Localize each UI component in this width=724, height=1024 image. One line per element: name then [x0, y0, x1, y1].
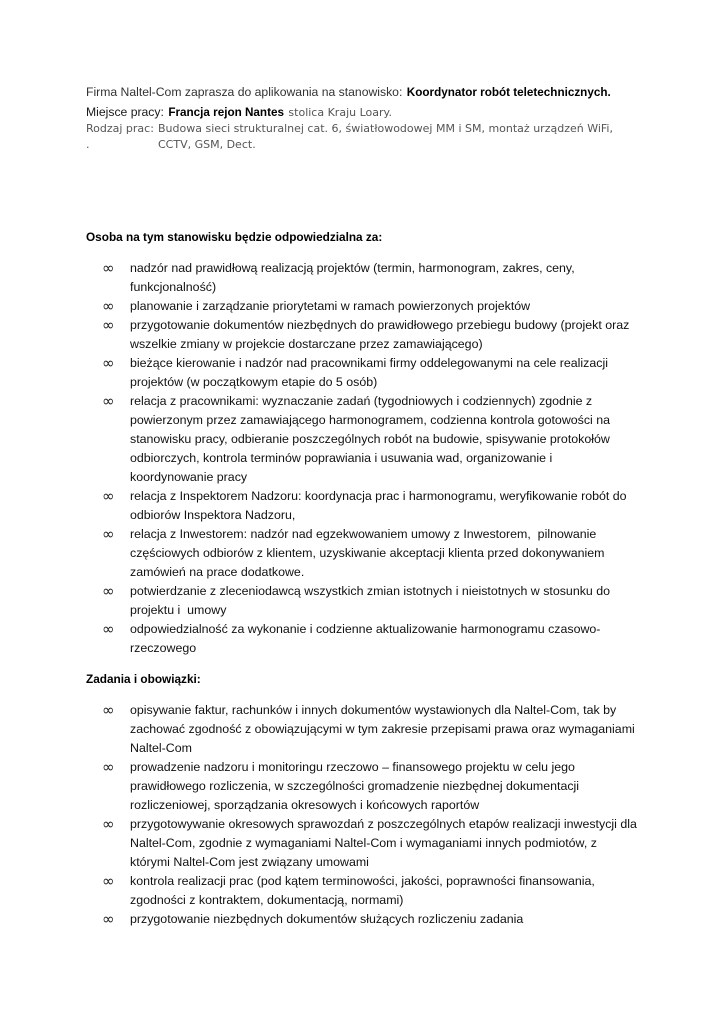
responsibility-item	[102, 582, 682, 620]
item-text-line: zachować zgodność z obowiązującymi w tym zakresie przepisami prawa oraz wymaganiami	[130, 722, 635, 736]
duties-heading: Zadania i obowiązki:	[86, 672, 201, 686]
duty-item	[102, 872, 682, 910]
infinity-bullet-icon: ∞	[102, 620, 115, 638]
item-text-line: odbiorów Inspektora Nadzoru,	[130, 508, 296, 522]
item-text-line: potwierdzanie z zleceniodawcą wszystkich zmian istotnych i nieistotnych w stosunku do	[130, 584, 611, 598]
duty-item	[102, 701, 682, 758]
item-text-line: zamówień na prace dodatkowe.	[130, 565, 305, 579]
item-text-line: projektu i umowy	[130, 603, 227, 617]
item-text-line: przygotowanie dokumentów niezbędnych do prawidłowego przebiegu budowy (projekt oraz	[130, 318, 630, 332]
work-location-note: stolica Kraju Loary.	[288, 106, 392, 119]
item-text-line: przygotowanie niezbędnych dokumentów służących rozliczeniu zadania	[130, 912, 524, 926]
item-text-line: odpowiedzialność za wykonanie i codzienne aktualizowanie harmonogramu czasowo-	[130, 622, 601, 636]
item-text-line: projektów (w początkowym etapie do 5 osób)	[130, 375, 378, 389]
work-location-line	[86, 102, 696, 121]
item-text-line: wszelkie zmiany w projekcie dostarczane przez zamawiającego)	[130, 337, 483, 351]
work-type-marker: .	[86, 138, 90, 151]
infinity-bullet-icon: ∞	[102, 354, 115, 372]
responsibilities-heading: Osoba na tym stanowisku będzie odpowiedzialna za:	[86, 230, 383, 244]
infinity-bullet-icon: ∞	[102, 392, 115, 410]
work-location-value: Francja rejon Nantes	[168, 106, 284, 119]
job-offer-header	[86, 82, 696, 153]
duty-item	[102, 910, 682, 929]
item-text-line: którymi Naltel-Com jest związany umowami	[130, 855, 369, 869]
infinity-bullet-icon: ∞	[102, 815, 115, 833]
duties-list	[102, 701, 682, 929]
item-text-line: rzeczowego	[130, 641, 197, 655]
work-type-line-continued	[86, 137, 696, 153]
item-text-line: bieżące kierowanie i nadzór nad pracownikami firmy oddelegowanymi na cele realizacji	[130, 356, 608, 370]
responsibility-item	[102, 525, 682, 582]
work-type-text: Budowa sieci strukturalnej cat. 6, światłowodowej MM i SM, montaż urządzeń WiFi,	[158, 122, 613, 135]
item-text-line: przygotowywanie okresowych sprawozdań z poszczególnych etapów realizacji inwestycji dla	[130, 817, 637, 831]
duty-item	[102, 815, 682, 872]
item-text-line: relacja z Inwestorem: nadzór nad egzekwowaniem umowy z Inwestorem, pilnowanie	[130, 527, 597, 541]
responsibility-item	[102, 620, 682, 658]
job-title: Koordynator robót teletechnicznych.	[406, 86, 611, 99]
work-location-label: Miejsce pracy:	[86, 105, 164, 119]
duty-item	[102, 758, 682, 815]
infinity-bullet-icon: ∞	[102, 259, 115, 277]
item-text-line: funkcjonalność)	[130, 280, 217, 294]
infinity-bullet-icon: ∞	[102, 316, 115, 334]
responsibility-item	[102, 297, 682, 316]
item-text-line: rozliczeniowej, sporządzania okresowych i końcowych raportów	[130, 798, 480, 812]
item-text-line: opisywanie faktur, rachunków i innych dokumentów wystawionych dla Naltel-Com, tak by	[130, 703, 617, 717]
responsibility-item	[102, 392, 682, 487]
item-text-line: planowanie i zarządzanie priorytetami w ramach powierzonych projektów	[130, 299, 531, 313]
responsibility-item	[102, 354, 682, 392]
infinity-bullet-icon: ∞	[102, 297, 115, 315]
work-type-line	[86, 121, 696, 137]
infinity-bullet-icon: ∞	[102, 872, 115, 890]
item-text-line: częściowych odbiorów z klientem, uzyskiwanie akceptacji klienta przed dokonywaniem	[130, 546, 605, 560]
item-text-line: relacja z Inspektorem Nadzoru: koordynacja prac i harmonogramu, weryfikowanie robót do	[130, 489, 627, 503]
item-text-line: prawidłowego rozliczenia, w szczególności gromadzenie niezbędnej dokumentacji	[130, 779, 580, 793]
offer-intro-line	[86, 82, 696, 102]
offer-intro-text: Firma Naltel-Com zaprasza do aplikowania na stanowisko:	[86, 85, 403, 99]
item-text-line: nadzór nad prawidłową realizacją projektów (termin, harmonogram, zakres, ceny,	[130, 261, 575, 275]
infinity-bullet-icon: ∞	[102, 525, 115, 543]
item-text-line: odbiorczych, kontrola terminów poprawiania i usuwania wad, organizowanie i	[130, 451, 553, 465]
item-text-line: prowadzenie nadzoru i monitoringu rzeczowo – finansowego projektu w celu jego	[130, 760, 575, 774]
responsibilities-list	[102, 259, 682, 658]
infinity-bullet-icon: ∞	[102, 582, 115, 600]
item-text-line: relacja z pracownikami: wyznaczanie zadań (tygodniowych i codziennych) zgodnie z	[130, 394, 593, 408]
infinity-bullet-icon: ∞	[102, 758, 115, 776]
item-text-line: kontrola realizacji prac (pod kątem terminowości, jakości, poprawności finansowania,	[130, 874, 595, 888]
item-text-line: Naltel-Com	[130, 741, 192, 755]
item-text-line: zgodności z kontraktem, dokumentacją, normami)	[130, 893, 404, 907]
infinity-bullet-icon: ∞	[102, 701, 115, 719]
item-text-line: Naltel-Com, zgodnie z wymaganiami Naltel-Com i wymaganiami innych podmiotów, z	[130, 836, 597, 850]
item-text-line: stanowisku pracy, odbieranie poszczególnych robót na budowie, spisywanie protokołów	[130, 432, 610, 446]
infinity-bullet-icon: ∞	[102, 910, 115, 928]
responsibility-item	[102, 259, 682, 297]
work-type-text-continued: CCTV, GSM, Dect.	[158, 138, 256, 151]
responsibility-item	[102, 316, 682, 354]
work-type-label: Rodzaj prac:	[86, 122, 154, 135]
responsibility-item	[102, 487, 682, 525]
infinity-bullet-icon: ∞	[102, 487, 115, 505]
item-text-line: powierzonym przez zamawiającego harmonogramem, codzienna kontrola gotowości na	[130, 413, 611, 427]
item-text-line: koordynowanie pracy	[130, 470, 248, 484]
